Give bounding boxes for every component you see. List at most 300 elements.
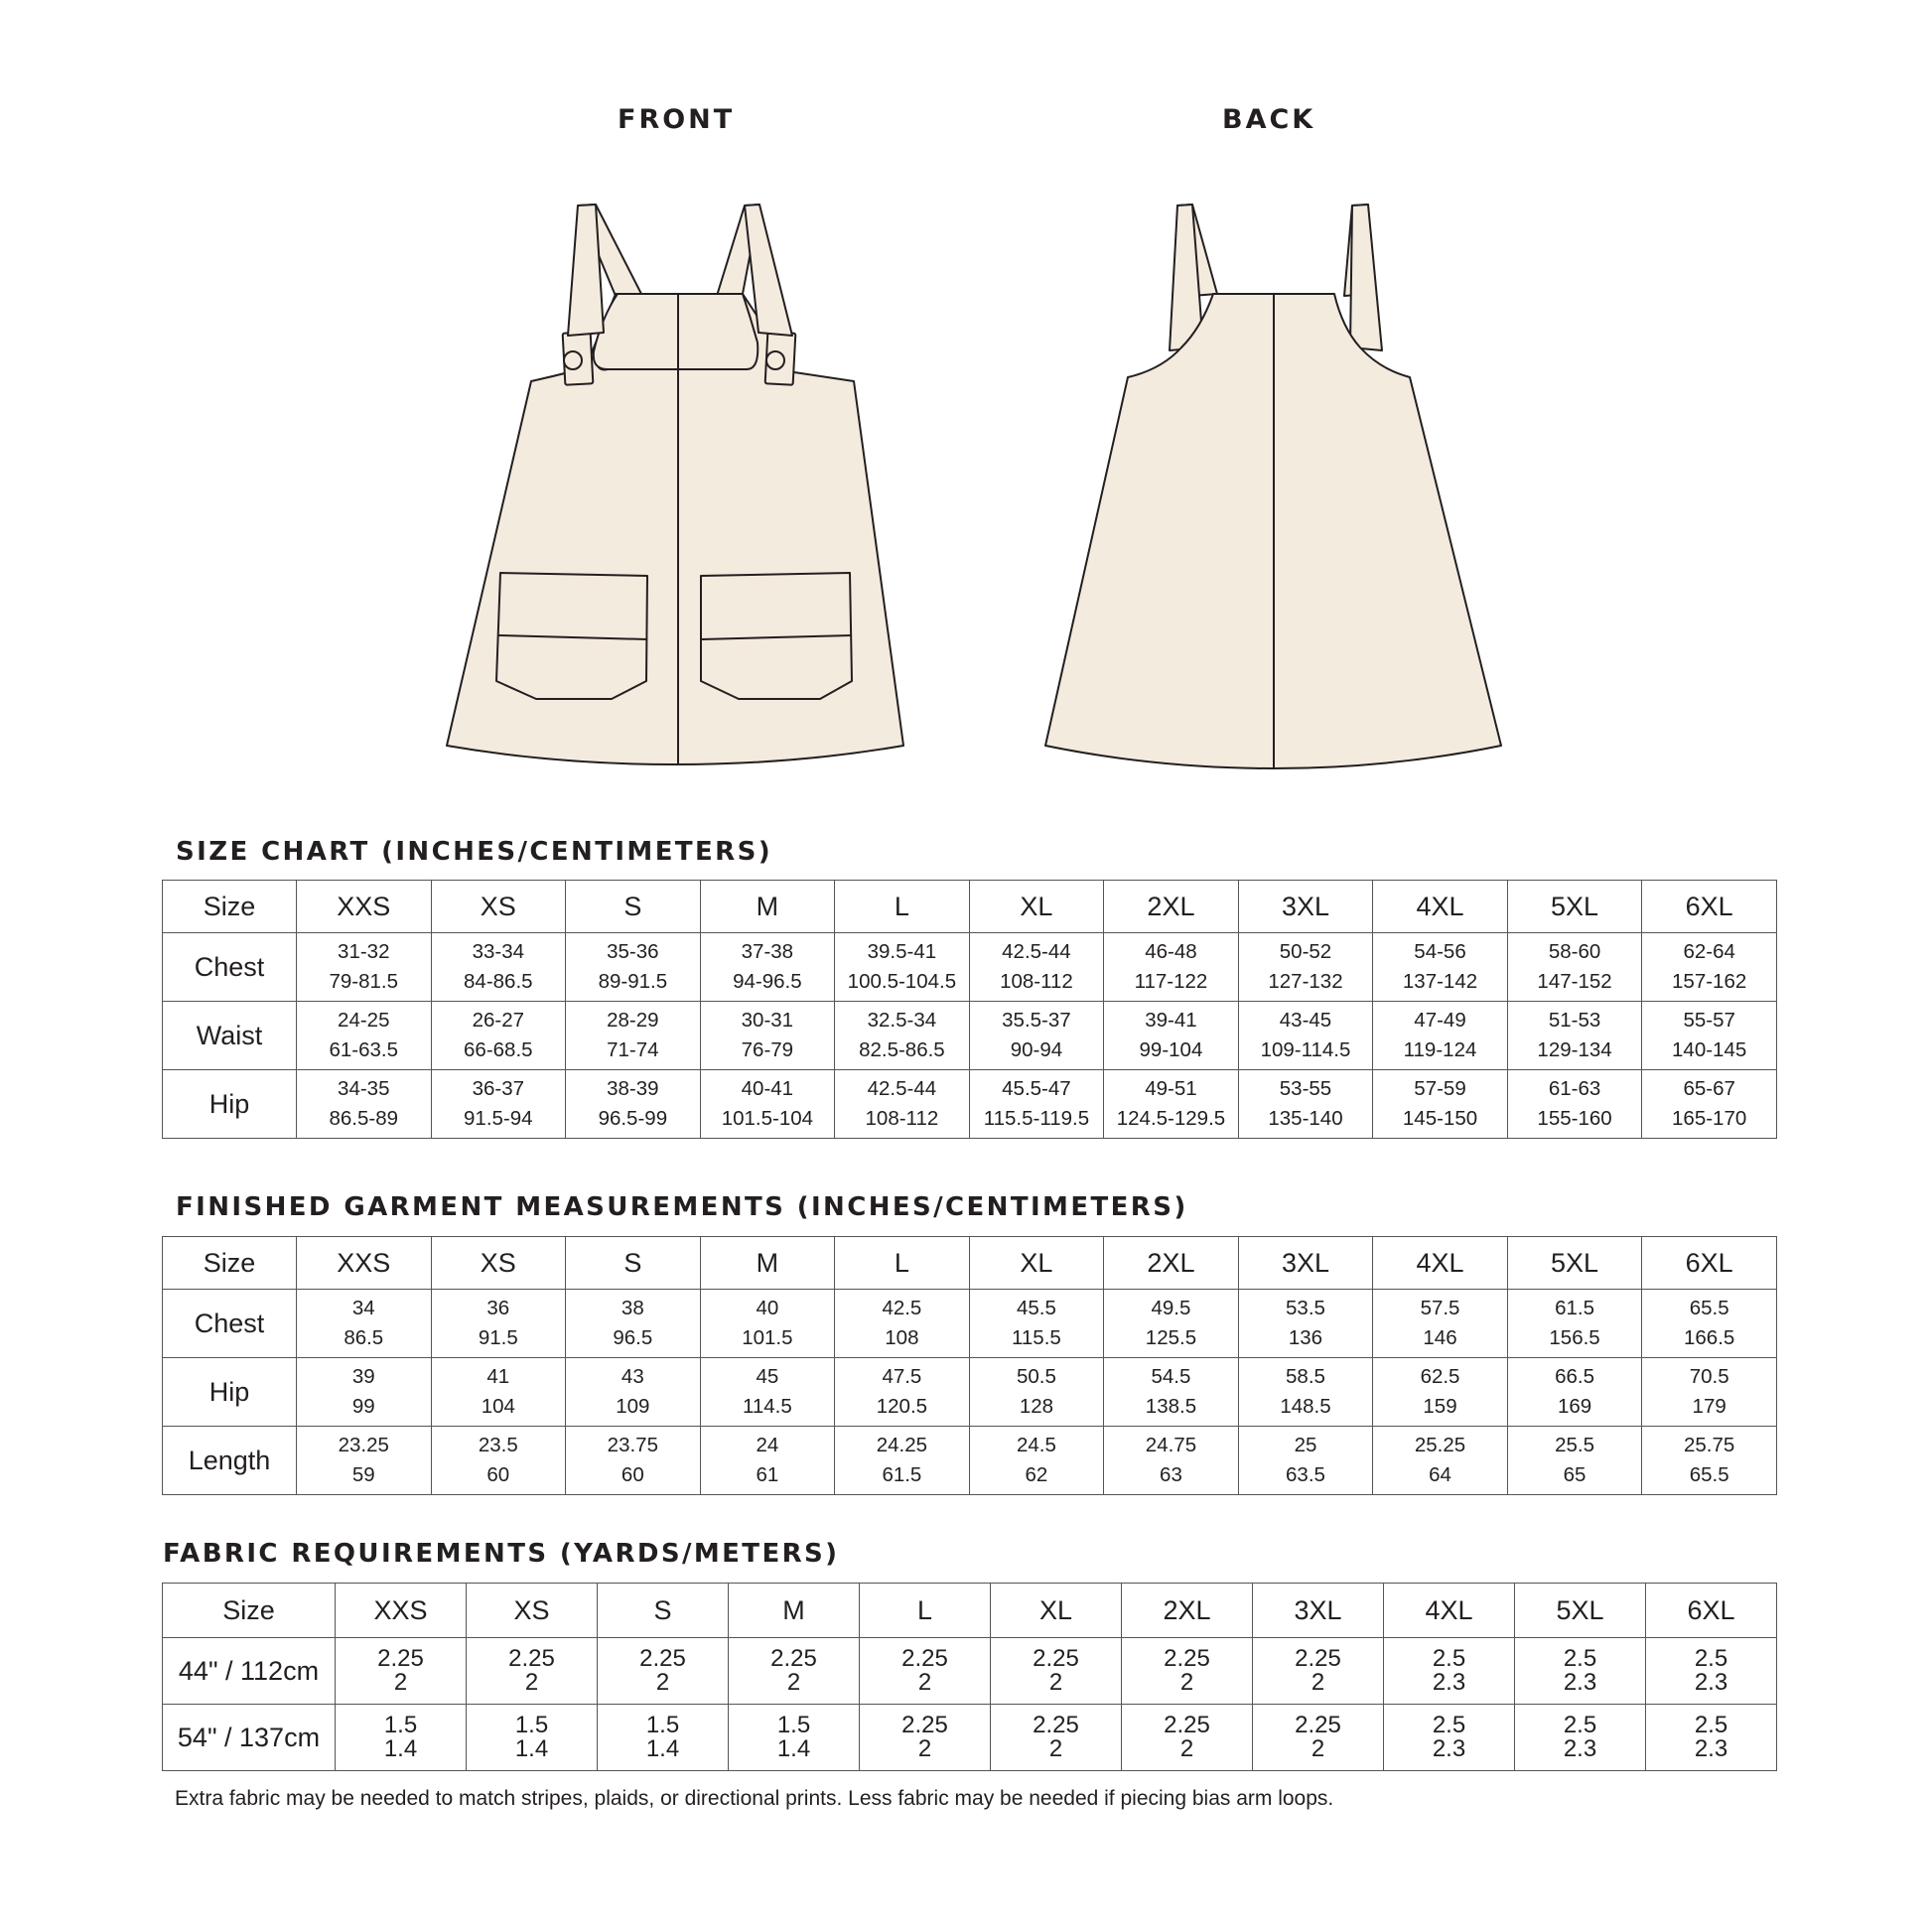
measurement-cell bbox=[835, 1002, 970, 1070]
imperial-value: 2.5 bbox=[1432, 1645, 1466, 1672]
measurement-cell bbox=[1646, 1638, 1777, 1705]
imperial-value: 55-57 bbox=[1683, 1009, 1735, 1032]
imperial-value: 25 bbox=[1294, 1434, 1317, 1456]
imperial-value: 25.25 bbox=[1414, 1434, 1466, 1456]
measurement-cell bbox=[729, 1638, 860, 1705]
fabric-chart-table bbox=[162, 1583, 1777, 1771]
metric-value: 115.5 bbox=[1012, 1326, 1061, 1349]
size-column-header: 4XL bbox=[1373, 881, 1508, 933]
imperial-value: 42.5-44 bbox=[1002, 940, 1071, 963]
measurement-cell bbox=[969, 1290, 1104, 1358]
metric-value: 124.5-129.5 bbox=[1116, 1107, 1226, 1130]
imperial-value: 45.5 bbox=[1016, 1297, 1056, 1319]
imperial-value: 24-25 bbox=[338, 1009, 390, 1032]
imperial-value: 61-63 bbox=[1548, 1077, 1601, 1100]
metric-value: 61 bbox=[756, 1463, 779, 1486]
size-column-header: 3XL bbox=[1253, 1584, 1384, 1638]
imperial-value: 2.5 bbox=[1563, 1712, 1597, 1738]
metric-value: 156.5 bbox=[1549, 1326, 1600, 1349]
metric-value: 65 bbox=[1563, 1463, 1587, 1486]
measurement-cell bbox=[991, 1638, 1122, 1705]
measurement-cell bbox=[1515, 1705, 1646, 1771]
measurement-cell bbox=[1373, 1070, 1508, 1139]
imperial-value: 2.25 bbox=[901, 1645, 948, 1672]
measurement-cell bbox=[598, 1638, 729, 1705]
metric-value: 115.5-119.5 bbox=[983, 1107, 1090, 1130]
metric-value: 71-74 bbox=[607, 1038, 659, 1061]
measurement-cell bbox=[1238, 933, 1373, 1002]
imperial-value: 49-51 bbox=[1145, 1077, 1197, 1100]
imperial-value: 65.5 bbox=[1689, 1297, 1729, 1319]
measurement-cell bbox=[969, 1002, 1104, 1070]
measurement-cell bbox=[1384, 1638, 1515, 1705]
size-chart-body bbox=[163, 881, 1777, 1139]
metric-value: 165-170 bbox=[1672, 1107, 1747, 1130]
metric-value: 2 bbox=[1311, 1735, 1325, 1762]
imperial-value: 34 bbox=[351, 1297, 375, 1319]
measurement-cell bbox=[431, 1070, 566, 1139]
metric-value: 2 bbox=[1048, 1669, 1063, 1696]
metric-value: 62 bbox=[1025, 1463, 1048, 1486]
imperial-value: 42.5-44 bbox=[867, 1077, 937, 1100]
size-column-header: 4XL bbox=[1373, 1237, 1508, 1290]
size-column-header: 5XL bbox=[1507, 1237, 1642, 1290]
imperial-value: 54.5 bbox=[1151, 1365, 1191, 1388]
measurement-cell bbox=[969, 1427, 1104, 1495]
metric-value: 91.5 bbox=[478, 1326, 518, 1349]
imperial-value: 34-35 bbox=[338, 1077, 390, 1100]
imperial-value: 2.25 bbox=[377, 1645, 424, 1672]
imperial-value: 23.75 bbox=[607, 1434, 658, 1456]
imperial-value: 32.5-34 bbox=[867, 1009, 937, 1032]
measurement-cell bbox=[700, 1070, 835, 1139]
metric-value: 90-94 bbox=[1010, 1038, 1063, 1061]
metric-value: 2.3 bbox=[1694, 1735, 1728, 1762]
metric-value: 96.5-99 bbox=[598, 1107, 668, 1130]
measurement-cell bbox=[860, 1705, 991, 1771]
metric-value: 99 bbox=[351, 1395, 375, 1418]
measurement-cell bbox=[835, 1290, 970, 1358]
row-label: Waist bbox=[163, 1002, 297, 1070]
size-column-header: 6XL bbox=[1646, 1584, 1777, 1638]
imperial-value: 53.5 bbox=[1286, 1297, 1325, 1319]
measurement-cell bbox=[1642, 1427, 1777, 1495]
row-label: Hip bbox=[163, 1070, 297, 1139]
measurement-cell bbox=[1515, 1638, 1646, 1705]
metric-value: 99-104 bbox=[1139, 1038, 1203, 1061]
imperial-value: 46-48 bbox=[1145, 940, 1197, 963]
size-column-header: 4XL bbox=[1384, 1584, 1515, 1638]
measurement-cell bbox=[835, 1358, 970, 1427]
table-row bbox=[163, 1002, 1777, 1070]
imperial-value: 25.75 bbox=[1684, 1434, 1735, 1456]
imperial-value: 24.25 bbox=[876, 1434, 928, 1456]
measurement-cell bbox=[1507, 933, 1642, 1002]
size-column-header: 2XL bbox=[1104, 881, 1239, 933]
imperial-value: 2.5 bbox=[1694, 1712, 1728, 1738]
measurement-cell bbox=[1253, 1638, 1384, 1705]
size-column-header: M bbox=[700, 1237, 835, 1290]
front-sketch bbox=[447, 205, 903, 764]
metric-value: 1.4 bbox=[645, 1735, 680, 1762]
measurement-cell bbox=[835, 933, 970, 1002]
metric-value: 104 bbox=[481, 1395, 515, 1418]
metric-value: 2.3 bbox=[1432, 1669, 1466, 1696]
imperial-value: 36-37 bbox=[472, 1077, 525, 1100]
measurement-cell bbox=[431, 1427, 566, 1495]
imperial-value: 2.25 bbox=[1033, 1712, 1079, 1738]
metric-value: 157-162 bbox=[1672, 970, 1747, 993]
metric-value: 2.3 bbox=[1432, 1735, 1466, 1762]
imperial-value: 54-56 bbox=[1414, 940, 1466, 963]
fabric-chart-title: FABRIC REQUIREMENTS (YARDS/METERS) bbox=[163, 1539, 840, 1569]
size-column-header: XL bbox=[969, 881, 1104, 933]
front-view-label: FRONT bbox=[618, 104, 736, 135]
metric-value: 140-145 bbox=[1672, 1038, 1747, 1061]
metric-value: 66-68.5 bbox=[464, 1038, 533, 1061]
garment-chart-table bbox=[162, 1236, 1777, 1495]
imperial-value: 23.25 bbox=[338, 1434, 389, 1456]
size-header-cell: Size bbox=[163, 1584, 336, 1638]
table-row bbox=[163, 1705, 1777, 1771]
measurement-cell bbox=[700, 1427, 835, 1495]
metric-value: 120.5 bbox=[876, 1395, 928, 1418]
metric-value: 145-150 bbox=[1402, 1107, 1478, 1130]
measurement-cell bbox=[467, 1638, 598, 1705]
table-row bbox=[163, 1070, 1777, 1139]
measurement-cell bbox=[566, 1427, 701, 1495]
measurement-cell bbox=[336, 1705, 467, 1771]
measurement-cell bbox=[1646, 1705, 1777, 1771]
metric-value: 61-63.5 bbox=[329, 1038, 399, 1061]
size-column-header: 5XL bbox=[1507, 881, 1642, 933]
measurement-cell bbox=[1104, 1427, 1239, 1495]
metric-value: 65.5 bbox=[1689, 1463, 1729, 1486]
imperial-value: 24.75 bbox=[1145, 1434, 1197, 1456]
header-row bbox=[163, 1237, 1777, 1290]
row-label: Chest bbox=[163, 933, 297, 1002]
metric-value: 125.5 bbox=[1145, 1326, 1197, 1349]
imperial-value: 58-60 bbox=[1548, 940, 1601, 963]
measurement-cell bbox=[1253, 1705, 1384, 1771]
metric-value: 1.4 bbox=[383, 1735, 418, 1762]
imperial-value: 62.5 bbox=[1420, 1365, 1460, 1388]
metric-value: 114.5 bbox=[742, 1395, 792, 1418]
imperial-value: 2.25 bbox=[639, 1645, 686, 1672]
metric-value: 169 bbox=[1557, 1395, 1592, 1418]
size-chart-table bbox=[162, 880, 1777, 1139]
imperial-value: 33-34 bbox=[472, 940, 525, 963]
measurement-cell bbox=[566, 933, 701, 1002]
metric-value: 84-86.5 bbox=[464, 970, 533, 993]
size-column-header: L bbox=[860, 1584, 991, 1638]
garment-sketches bbox=[0, 0, 1932, 794]
table-row bbox=[163, 1290, 1777, 1358]
size-column-header: L bbox=[835, 1237, 970, 1290]
metric-value: 59 bbox=[351, 1463, 375, 1486]
measurement-cell bbox=[1238, 1427, 1373, 1495]
measurement-cell bbox=[297, 1427, 432, 1495]
back-view-label: BACK bbox=[1222, 104, 1316, 135]
imperial-value: 70.5 bbox=[1689, 1365, 1729, 1388]
size-column-header: XXS bbox=[297, 1237, 432, 1290]
measurement-cell bbox=[1122, 1638, 1253, 1705]
metric-value: 129-134 bbox=[1537, 1038, 1612, 1061]
metric-value: 89-91.5 bbox=[598, 970, 668, 993]
measurement-cell bbox=[1104, 1290, 1239, 1358]
imperial-value: 45.5-47 bbox=[1002, 1077, 1071, 1100]
metric-value: 2.3 bbox=[1694, 1669, 1728, 1696]
size-column-header: 3XL bbox=[1238, 881, 1373, 933]
imperial-value: 36 bbox=[486, 1297, 510, 1319]
imperial-value: 24.5 bbox=[1016, 1434, 1056, 1456]
measurement-cell bbox=[1507, 1002, 1642, 1070]
metric-value: 79-81.5 bbox=[329, 970, 399, 993]
front-bib bbox=[594, 294, 758, 369]
imperial-value: 50-52 bbox=[1279, 940, 1332, 963]
measurement-cell bbox=[1642, 1070, 1777, 1139]
measurement-cell bbox=[1507, 1358, 1642, 1427]
imperial-value: 61.5 bbox=[1555, 1297, 1594, 1319]
size-column-header: M bbox=[729, 1584, 860, 1638]
measurement-cell bbox=[297, 1070, 432, 1139]
metric-value: 179 bbox=[1692, 1395, 1726, 1418]
imperial-value: 23.5 bbox=[478, 1434, 518, 1456]
size-column-header: 6XL bbox=[1642, 1237, 1777, 1290]
front-right-button bbox=[766, 351, 784, 369]
measurement-cell bbox=[1642, 1002, 1777, 1070]
measurement-cell bbox=[1122, 1705, 1253, 1771]
metric-value: 159 bbox=[1423, 1395, 1457, 1418]
measurement-cell bbox=[1507, 1290, 1642, 1358]
imperial-value: 47-49 bbox=[1414, 1009, 1466, 1032]
metric-value: 146 bbox=[1423, 1326, 1457, 1349]
measurement-cell bbox=[1104, 1002, 1239, 1070]
imperial-value: 2.25 bbox=[770, 1645, 817, 1672]
measurement-cell bbox=[431, 1290, 566, 1358]
imperial-value: 2.25 bbox=[1295, 1645, 1341, 1672]
metric-value: 148.5 bbox=[1280, 1395, 1331, 1418]
imperial-value: 62-64 bbox=[1683, 940, 1735, 963]
measurement-cell bbox=[700, 1002, 835, 1070]
metric-value: 109 bbox=[616, 1395, 650, 1418]
metric-value: 127-132 bbox=[1268, 970, 1343, 993]
metric-value: 2 bbox=[524, 1669, 539, 1696]
measurement-cell bbox=[1238, 1070, 1373, 1139]
measurement-cell bbox=[969, 1358, 1104, 1427]
measurement-cell bbox=[1373, 1002, 1508, 1070]
imperial-value: 2.25 bbox=[1295, 1712, 1341, 1738]
metric-value: 119-124 bbox=[1403, 1038, 1477, 1061]
measurement-cell bbox=[700, 1290, 835, 1358]
measurement-cell bbox=[566, 1002, 701, 1070]
metric-value: 1.4 bbox=[776, 1735, 811, 1762]
measurement-cell bbox=[1104, 1070, 1239, 1139]
imperial-value: 50.5 bbox=[1016, 1365, 1056, 1388]
measurement-cell bbox=[835, 1070, 970, 1139]
imperial-value: 51-53 bbox=[1548, 1009, 1601, 1032]
metric-value: 91.5-94 bbox=[464, 1107, 533, 1130]
imperial-value: 1.5 bbox=[383, 1712, 418, 1738]
imperial-value: 43 bbox=[621, 1365, 644, 1388]
imperial-value: 37-38 bbox=[741, 940, 794, 963]
metric-value: 2 bbox=[393, 1669, 408, 1696]
measurement-cell bbox=[1373, 1358, 1508, 1427]
measurement-cell bbox=[297, 933, 432, 1002]
measurement-cell bbox=[1238, 1290, 1373, 1358]
metric-value: 136 bbox=[1288, 1326, 1323, 1349]
imperial-value: 58.5 bbox=[1286, 1365, 1325, 1388]
metric-value: 2 bbox=[917, 1669, 932, 1696]
size-column-header: 2XL bbox=[1104, 1237, 1239, 1290]
measurement-cell bbox=[297, 1002, 432, 1070]
metric-value: 108 bbox=[885, 1326, 919, 1349]
metric-value: 63.5 bbox=[1286, 1463, 1325, 1486]
measurement-cell bbox=[835, 1427, 970, 1495]
imperial-value: 2.25 bbox=[1164, 1712, 1210, 1738]
measurement-cell bbox=[1384, 1705, 1515, 1771]
measurement-cell bbox=[431, 1002, 566, 1070]
footnote: Extra fabric may be needed to match stripes, plaids, or directional prints. Less fabric may be needed if piecing bias arm loops. bbox=[175, 1787, 1334, 1810]
size-column-header: S bbox=[598, 1584, 729, 1638]
table-row bbox=[163, 1427, 1777, 1495]
metric-value: 1.4 bbox=[514, 1735, 549, 1762]
measurement-cell bbox=[1507, 1427, 1642, 1495]
garment-chart-body bbox=[163, 1237, 1777, 1495]
metric-value: 82.5-86.5 bbox=[859, 1038, 945, 1061]
measurement-cell bbox=[969, 933, 1104, 1002]
metric-value: 96.5 bbox=[613, 1326, 653, 1349]
measurement-cell bbox=[1642, 1358, 1777, 1427]
metric-value: 137-142 bbox=[1402, 970, 1478, 993]
measurement-cell bbox=[566, 1290, 701, 1358]
metric-value: 2 bbox=[655, 1669, 670, 1696]
imperial-value: 57-59 bbox=[1414, 1077, 1466, 1100]
size-column-header: S bbox=[566, 1237, 701, 1290]
size-column-header: XS bbox=[467, 1584, 598, 1638]
imperial-value: 42.5 bbox=[882, 1297, 922, 1319]
imperial-value: 2.5 bbox=[1432, 1712, 1466, 1738]
imperial-value: 38 bbox=[621, 1297, 644, 1319]
measurement-cell bbox=[1507, 1070, 1642, 1139]
metric-value: 64 bbox=[1429, 1463, 1451, 1486]
size-column-header: XS bbox=[431, 1237, 566, 1290]
row-label: Chest bbox=[163, 1290, 297, 1358]
size-column-header: 2XL bbox=[1122, 1584, 1253, 1638]
measurement-cell bbox=[598, 1705, 729, 1771]
measurement-cell bbox=[1104, 1358, 1239, 1427]
measurement-cell bbox=[1642, 1290, 1777, 1358]
row-label: Hip bbox=[163, 1358, 297, 1427]
imperial-value: 35.5-37 bbox=[1002, 1009, 1071, 1032]
metric-value: 117-122 bbox=[1134, 970, 1208, 993]
metric-value: 128 bbox=[1019, 1395, 1054, 1418]
measurement-cell bbox=[1373, 1427, 1508, 1495]
metric-value: 108-112 bbox=[1000, 970, 1073, 993]
size-column-header: XL bbox=[969, 1237, 1104, 1290]
imperial-value: 39 bbox=[351, 1365, 375, 1388]
measurement-cell bbox=[1373, 933, 1508, 1002]
measurement-cell bbox=[467, 1705, 598, 1771]
size-column-header: 3XL bbox=[1238, 1237, 1373, 1290]
garment-chart-title: FINISHED GARMENT MEASUREMENTS (INCHES/CENTIMETERS) bbox=[176, 1192, 1188, 1222]
metric-value: 2 bbox=[1048, 1735, 1063, 1762]
metric-value: 108-112 bbox=[865, 1107, 939, 1130]
measurement-cell bbox=[336, 1638, 467, 1705]
measurement-cell bbox=[969, 1070, 1104, 1139]
imperial-value: 28-29 bbox=[607, 1009, 659, 1032]
measurement-cell bbox=[566, 1358, 701, 1427]
imperial-value: 24 bbox=[756, 1434, 779, 1456]
metric-value: 101.5 bbox=[742, 1326, 793, 1349]
measurement-cell bbox=[431, 933, 566, 1002]
metric-value: 76-79 bbox=[741, 1038, 794, 1061]
metric-value: 60 bbox=[621, 1463, 644, 1486]
measurement-cell bbox=[297, 1290, 432, 1358]
metric-value: 138.5 bbox=[1145, 1395, 1197, 1418]
fabric-chart-body bbox=[163, 1584, 1777, 1771]
metric-value: 147-152 bbox=[1537, 970, 1612, 993]
imperial-value: 1.5 bbox=[776, 1712, 811, 1738]
size-column-header: S bbox=[566, 881, 701, 933]
metric-value: 2 bbox=[786, 1669, 801, 1696]
metric-value: 61.5 bbox=[882, 1463, 922, 1486]
measurement-cell bbox=[729, 1705, 860, 1771]
imperial-value: 41 bbox=[486, 1365, 510, 1388]
measurement-cell bbox=[297, 1358, 432, 1427]
measurement-cell bbox=[700, 1358, 835, 1427]
size-column-header: 5XL bbox=[1515, 1584, 1646, 1638]
metric-value: 135-140 bbox=[1268, 1107, 1343, 1130]
imperial-value: 2.25 bbox=[508, 1645, 555, 1672]
measurement-cell bbox=[1238, 1358, 1373, 1427]
imperial-value: 2.25 bbox=[1164, 1645, 1210, 1672]
metric-value: 155-160 bbox=[1537, 1107, 1612, 1130]
imperial-value: 40-41 bbox=[741, 1077, 794, 1100]
metric-value: 60 bbox=[486, 1463, 510, 1486]
size-column-header: XXS bbox=[336, 1584, 467, 1638]
row-label: 44" / 112cm bbox=[163, 1638, 336, 1705]
imperial-value: 2.25 bbox=[1033, 1645, 1079, 1672]
imperial-value: 53-55 bbox=[1279, 1077, 1332, 1100]
metric-value: 63 bbox=[1160, 1463, 1182, 1486]
metric-value: 2 bbox=[1311, 1669, 1325, 1696]
imperial-value: 1.5 bbox=[645, 1712, 680, 1738]
metric-value: 94-96.5 bbox=[733, 970, 802, 993]
measurement-cell bbox=[1104, 933, 1239, 1002]
imperial-value: 45 bbox=[756, 1365, 779, 1388]
imperial-value: 57.5 bbox=[1420, 1297, 1460, 1319]
measurement-cell bbox=[566, 1070, 701, 1139]
size-column-header: L bbox=[835, 881, 970, 933]
imperial-value: 40 bbox=[756, 1297, 779, 1319]
imperial-value: 2.25 bbox=[901, 1712, 948, 1738]
metric-value: 166.5 bbox=[1684, 1326, 1735, 1349]
row-label: 54" / 137cm bbox=[163, 1705, 336, 1771]
metric-value: 109-114.5 bbox=[1260, 1038, 1351, 1061]
measurement-cell bbox=[700, 933, 835, 1002]
header-row bbox=[163, 881, 1777, 933]
front-left-button bbox=[564, 351, 582, 369]
size-chart-title: SIZE CHART (INCHES/CENTIMETERS) bbox=[176, 837, 772, 867]
table-row bbox=[163, 933, 1777, 1002]
metric-value: 100.5-104.5 bbox=[847, 970, 957, 993]
imperial-value: 39-41 bbox=[1145, 1009, 1197, 1032]
size-column-header: 6XL bbox=[1642, 881, 1777, 933]
metric-value: 86.5-89 bbox=[329, 1107, 399, 1130]
imperial-value: 25.5 bbox=[1555, 1434, 1594, 1456]
metric-value: 86.5 bbox=[344, 1326, 384, 1349]
